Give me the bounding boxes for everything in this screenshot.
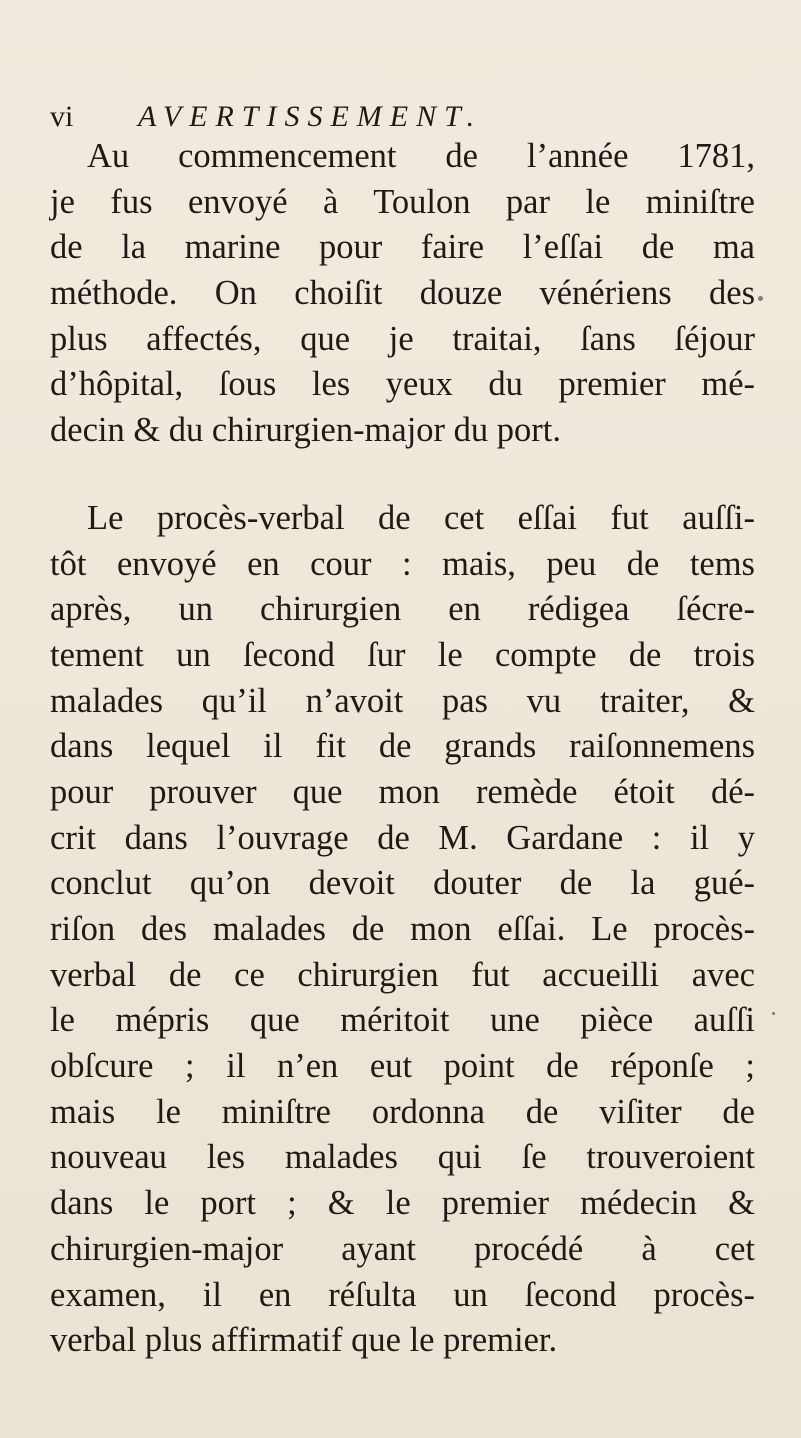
text-line: méthode. On choiſit douze vénériens des bbox=[50, 274, 755, 313]
text-line: de la marine pour faire l’eſſai de ma bbox=[50, 228, 755, 267]
body-text bbox=[50, 134, 755, 1364]
text-line: malades qu’il n’avoit pas vu traiter, & bbox=[50, 681, 755, 720]
paragraph-2 bbox=[50, 496, 755, 1364]
page-number: vi bbox=[50, 100, 74, 133]
page-header bbox=[50, 95, 750, 139]
text-line: dans le port ; & le premier médecin & bbox=[50, 1184, 755, 1223]
text-line: Le procès-verbal de cet eſſai fut auſſi- bbox=[87, 498, 755, 537]
text-line: mais le miniſtre ordonna de viſiter de bbox=[50, 1092, 755, 1131]
paragraph-1 bbox=[50, 134, 755, 454]
text-line: pour prouver que mon remède étoit dé- bbox=[50, 772, 755, 811]
text-line: verbal de ce chirurgien fut accueilli avec bbox=[50, 955, 755, 994]
text-line: dans lequel il fit de grands raiſonnemens bbox=[50, 727, 755, 766]
text-line: examen, il en réſulta un ſecond procès- bbox=[50, 1275, 755, 1314]
text-line: crit dans l’ouvrage de M. Gardane : il y bbox=[50, 818, 755, 857]
text-line: après, un chirurgien en rédigea ſécre- bbox=[50, 590, 755, 629]
text-line: verbal plus affirmatif que le premier. bbox=[50, 1321, 558, 1360]
text-line: Au commencement de l’année 1781, bbox=[87, 137, 755, 175]
text-line: je fus envoyé à Toulon par le miniſtre bbox=[50, 182, 755, 221]
text-line: decin & du chirurgien-major du port. bbox=[50, 411, 561, 450]
text-line: tement un ſecond ſur le compte de trois bbox=[50, 635, 755, 674]
text-line: obſcure ; il n’en eut point de réponſe ; bbox=[50, 1047, 755, 1086]
text-line: nouveau les malades qui ſe trouveroient bbox=[50, 1138, 755, 1177]
paper-speck bbox=[772, 1012, 775, 1015]
text-line: le mépris que méritoit une pièce auſſi bbox=[50, 1001, 755, 1040]
text-line: chirurgien-major ayant procédé à cet bbox=[50, 1229, 755, 1268]
running-head: AVERTISSEMENT. bbox=[138, 100, 483, 133]
paper-speck bbox=[758, 296, 763, 301]
text-line: tôt envoyé en cour : mais, peu de tems bbox=[50, 544, 755, 583]
text-line: riſon des malades de mon eſſai. Le procès- bbox=[50, 910, 755, 948]
text-line: plus affectés, que je traitai, ſans ſéjour bbox=[50, 319, 755, 358]
paragraph-gap bbox=[50, 454, 755, 496]
text-line: conclut qu’on devoit douter de la gué- bbox=[50, 864, 755, 903]
text-line: d’hôpital, ſous les yeux du premier mé- bbox=[50, 365, 755, 404]
